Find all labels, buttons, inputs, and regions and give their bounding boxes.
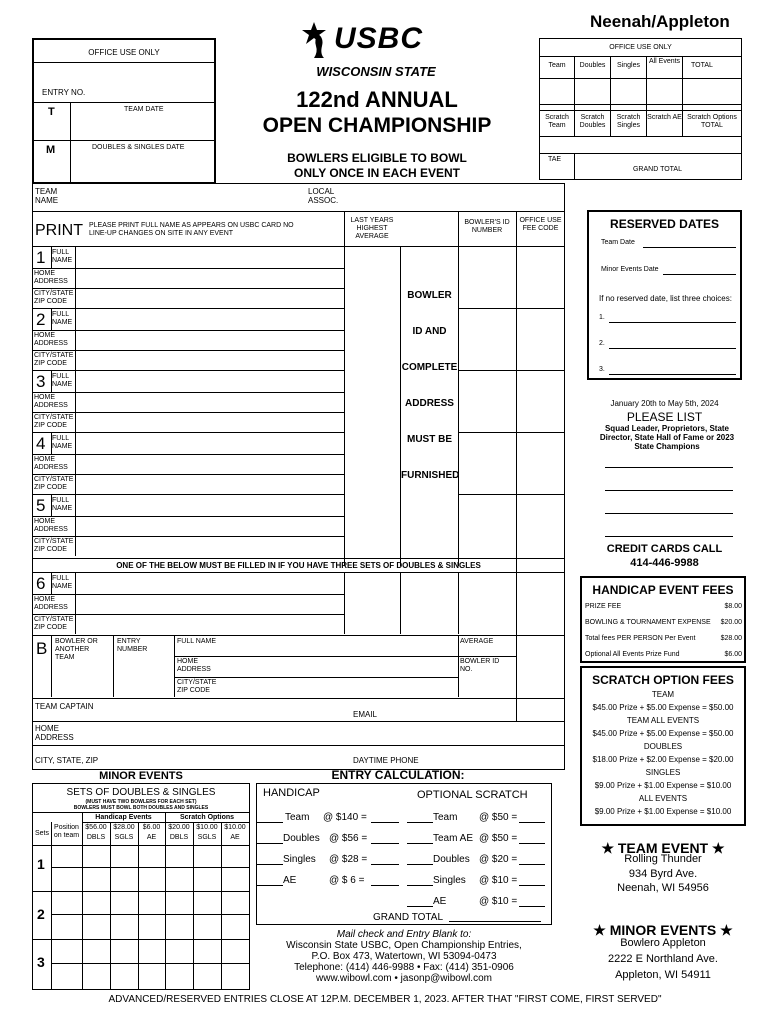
calc-right-price: @ $20 = xyxy=(479,854,518,865)
email-label: EMAIL xyxy=(353,710,378,719)
bowler-number: 2 xyxy=(36,310,46,329)
scratch-line: ALL EVENTS xyxy=(638,794,688,803)
home-address-label: HOME ADDRESS xyxy=(34,518,68,533)
home-address-label: HOME ADDRESS xyxy=(34,456,68,471)
calc-left-price: @ $56 = xyxy=(329,833,368,844)
position-col-header: Position on team xyxy=(53,824,80,839)
local-assoc-label: LOCAL ASSOC. xyxy=(308,187,339,205)
fee-value: $6.00 xyxy=(724,651,742,658)
bowler-number: 6 xyxy=(36,574,46,593)
office-use-left xyxy=(32,38,216,184)
team-event-line: Neenah, WI 54956 xyxy=(617,882,709,894)
calc-right-price: @ $10 = xyxy=(479,896,518,907)
entry-number-label: ENTRY NUMBER xyxy=(117,638,148,653)
scratch-line: $18.00 Prize + $2.00 Expense = $20.00 xyxy=(592,755,734,764)
scratch-line: TEAM ALL EVENTS xyxy=(626,716,700,725)
date-range: January 20th to May 5th, 2024 xyxy=(610,399,719,408)
office-scratch-singles: Scratch Singles xyxy=(616,114,641,129)
calc-optional-header: OPTIONAL SCRATCH xyxy=(417,789,528,801)
choice-2: 2. xyxy=(599,340,605,347)
calc-right-label: Singles xyxy=(433,875,466,886)
col-label: SGLS xyxy=(197,834,217,841)
full-name-b-label: FULL NAME xyxy=(177,638,217,645)
must-bowl-note: BOWLERS MUST BOWL BOTH DOUBLES AND SINGLES xyxy=(73,805,209,811)
bowler-id-label: BOWLER'S ID NUMBER xyxy=(464,219,510,234)
minor-events-loc-line: Appleton, WI 54911 xyxy=(615,969,711,981)
entry-no-label: ENTRY NO. xyxy=(42,88,86,97)
fee-value: $20.00 xyxy=(720,619,742,626)
handicap-events-header: Handicap Events xyxy=(95,814,152,821)
bowler-number: 4 xyxy=(36,434,46,453)
handicap-fees-box xyxy=(580,576,746,663)
full-name-label: FULL NAME xyxy=(52,435,73,450)
mid-word-4: ADDRESS xyxy=(405,398,454,409)
calc-handicap-header: HANDICAP xyxy=(263,787,320,799)
set-number: 1 xyxy=(37,856,45,872)
city-state-b-label: CITY/STATE ZIP CODE xyxy=(177,679,217,694)
bowler-number: 1 xyxy=(36,248,46,267)
home-address-label: HOME ADDRESS xyxy=(34,596,68,611)
mid-word-3: COMPLETE xyxy=(401,362,458,373)
sets-title: SETS OF DOUBLES & SINGLES xyxy=(66,787,216,798)
office-grand-total: GRAND TOTAL xyxy=(632,166,682,173)
home-address-b-label: HOME ADDRESS xyxy=(177,658,211,673)
col-label: DBLS xyxy=(169,834,189,841)
scratch-line: DOUBLES xyxy=(643,742,683,751)
office-scratch-options-total: Scratch Options TOTAL xyxy=(687,114,737,129)
state-name: WISCONSIN STATE xyxy=(316,64,436,79)
scratch-options-header: Scratch Options xyxy=(179,814,235,821)
minor-events-loc-line: 2222 E Northland Ave. xyxy=(608,953,718,965)
calc-left-price: @ $ 6 = xyxy=(329,875,365,886)
choice-1: 1. xyxy=(599,314,605,321)
home-address-label: HOME ADDRESS xyxy=(34,394,68,409)
col-label: DBLS xyxy=(86,834,106,841)
credit-cards-call: CREDIT CARDS CALL xyxy=(606,543,723,555)
please-list-detail: Squad Leader, Proprietors, State Director, State Hall of Fame or 2023 State Champions xyxy=(599,424,735,451)
eligible-line2: ONLY ONCE IN EACH EVENT xyxy=(293,166,461,180)
mail-line2: Wisconsin State USBC, Open Championship Entries, xyxy=(286,940,522,951)
full-name-label: FULL NAME xyxy=(52,373,73,388)
calc-left-label: Team xyxy=(285,812,310,823)
minor-events-table xyxy=(32,783,250,990)
reserved-if-no: If no reserved date, list three choices: xyxy=(599,294,732,303)
bowler-number: 5 xyxy=(36,496,46,515)
fee-label: Optional All Events Prize Fund xyxy=(585,651,680,658)
home-address-captain-label: HOME ADDRESS xyxy=(35,724,74,742)
city-state-zip-label: CITY, STATE, ZIP xyxy=(35,756,99,765)
team-event-line: Rolling Thunder xyxy=(624,853,702,865)
team-captain-label: TEAM CAPTAIN xyxy=(35,702,94,711)
office-total: TOTAL xyxy=(691,62,713,69)
calc-left-label: Singles xyxy=(283,854,316,865)
team-event-line: 934 Byrd Ave. xyxy=(628,868,698,880)
bowler-number: 3 xyxy=(36,372,46,391)
fee-value: $8.00 xyxy=(724,603,742,610)
scratch-line: $45.00 Prize + $5.00 Expense = $50.00 xyxy=(592,729,734,738)
bowler-or-label: BOWLER OR ANOTHER TEAM xyxy=(55,638,98,661)
city-state-label: CITY/STATE ZIP CODE xyxy=(34,616,74,631)
mail-line5: www.wibowl.com • jasonp@wibowl.com xyxy=(316,973,492,984)
fee-label: BOWLING & TOURNAMENT EXPENSE xyxy=(585,619,711,626)
bowler-id-no-label: BOWLER ID NO. xyxy=(460,658,500,673)
minor-events-title: MINOR EVENTS xyxy=(99,770,183,782)
title-line2: OPEN CHAMPIONSHIP xyxy=(262,114,492,137)
team-name-label: TEAM NAME xyxy=(35,187,59,205)
b-label: B xyxy=(36,639,48,658)
calc-right-label: Team AE xyxy=(433,833,474,844)
city-state-label: CITY/STATE ZIP CODE xyxy=(34,414,74,429)
mid-word-2: ID AND xyxy=(412,326,447,337)
usbc-logo-text: USBC xyxy=(334,22,424,55)
last-years-label: LAST YEARS HIGHEST AVERAGE xyxy=(350,217,394,240)
office-doubles: Doubles xyxy=(579,62,606,69)
mail-line3: P.O. Box 473, Watertown, WI 53094-0473 xyxy=(311,951,497,962)
set-number: 3 xyxy=(37,954,45,970)
title-line1: 122nd ANNUAL xyxy=(296,87,458,112)
calc-left-price: @ $140 = xyxy=(323,812,367,823)
full-name-label: FULL NAME xyxy=(52,497,73,512)
office-right-title: OFFICE USE ONLY xyxy=(609,44,672,51)
scratch-fees-title: SCRATCH OPTION FEES xyxy=(592,673,734,687)
calc-right-price: @ $10 = xyxy=(479,875,518,886)
choice-3: 3. xyxy=(599,366,605,373)
col-price: $10.00 xyxy=(224,824,246,831)
col-label: SGLS xyxy=(114,834,134,841)
office-singles: Singles xyxy=(617,62,640,69)
usbc-logo xyxy=(300,20,460,60)
col-price: $20.00 xyxy=(168,824,190,831)
calc-right-label: Team xyxy=(433,812,458,823)
print-label: PRINT xyxy=(35,222,83,239)
entry-calc-title: ENTRY CALCULATION: xyxy=(331,768,465,782)
calc-right-price: @ $50 = xyxy=(479,812,518,823)
mid-word-1: BOWLER xyxy=(407,290,452,301)
reserved-minor-date: Minor Events Date xyxy=(601,266,659,273)
calc-right-price: @ $50 = xyxy=(479,833,518,844)
team-date-label: TEAM DATE xyxy=(124,106,164,113)
print-note: PLEASE PRINT FULL NAME AS APPEARS ON USBC CARD NO LINE-UP CHANGES ON SITE IN ANY EVENT xyxy=(89,222,294,237)
calc-grand-total: GRAND TOTAL xyxy=(373,912,444,923)
fee-label: PRIZE FEE xyxy=(585,603,622,610)
office-team: Team xyxy=(548,62,566,69)
footer-note: ADVANCED/RESERVED ENTRIES CLOSE AT 12P.M. DECEMBER 1, 2023. AFTER THAT "FIRST COME, FIRST SERVED" xyxy=(108,994,662,1005)
home-address-label: HOME ADDRESS xyxy=(34,332,68,347)
col-label: AE xyxy=(146,834,157,841)
team-event-title: ★ TEAM EVENT ★ xyxy=(601,840,725,856)
city-state-label: CITY/STATE ZIP CODE xyxy=(34,290,74,305)
m-label: M xyxy=(46,144,56,156)
city-state-label: CITY/STATE ZIP CODE xyxy=(34,352,74,367)
calc-left-price: @ $28 = xyxy=(329,854,368,865)
t-label: T xyxy=(48,106,55,118)
home-address-label: HOME ADDRESS xyxy=(34,270,68,285)
minor-events-loc-title: ★ MINOR EVENTS ★ xyxy=(593,922,733,938)
ds-date-label: DOUBLES & SINGLES DATE xyxy=(92,144,185,151)
sets-col-header: Sets xyxy=(34,830,49,837)
reserved-team-date: Team Date xyxy=(601,239,635,246)
scratch-line: $9.00 Prize + $1.00 Expense = $10.00 xyxy=(594,781,732,790)
office-scratch-doubles: Scratch Doubles xyxy=(579,114,606,129)
fee-value: $28.00 xyxy=(720,635,742,642)
office-all-events: All Events xyxy=(648,58,681,65)
calc-left-label: AE xyxy=(283,875,297,886)
full-name-label: FULL NAME xyxy=(52,575,73,590)
credit-phone: 414-446-9988 xyxy=(630,557,699,569)
calc-right-label: AE xyxy=(433,896,447,907)
entry-calc-box xyxy=(256,783,552,925)
col-label: AE xyxy=(230,834,240,841)
office-scratch-ae: Scratch AE xyxy=(647,114,682,121)
full-name-label: FULL NAME xyxy=(52,249,73,264)
mid-word-5: MUST BE xyxy=(407,434,452,445)
office-title: OFFICE USE ONLY xyxy=(88,48,160,57)
scratch-line: $45.00 Prize + $5.00 Expense = $50.00 xyxy=(592,703,734,712)
region-title: Neenah/Appleton xyxy=(590,12,730,31)
col-price: $56.00 xyxy=(85,824,107,831)
col-price: $28.00 xyxy=(113,824,135,831)
calc-left-label: Doubles xyxy=(283,833,320,844)
office-tae: TAE xyxy=(548,156,562,163)
set-number: 2 xyxy=(37,906,45,922)
office-use-right xyxy=(539,38,742,180)
calc-right-label: Doubles xyxy=(433,854,470,865)
minor-events-loc-line: Bowlero Appleton xyxy=(620,937,706,949)
office-fee-label: OFFICE USE FEE CODE xyxy=(519,217,562,232)
handicap-fees-title: HANDICAP EVENT FEES xyxy=(592,583,734,597)
fee-label: Total fees PER PERSON Per Event xyxy=(585,635,696,642)
average-label: AVERAGE xyxy=(460,638,494,645)
one-below-note: ONE OF THE BELOW MUST BE FILLED IN IF YOU HAVE THREE SETS OF DOUBLES & SINGLES xyxy=(116,561,481,570)
please-list: PLEASE LIST xyxy=(626,410,703,424)
eligible-line1: BOWLERS ELIGIBLE TO BOWL xyxy=(287,151,467,165)
mail-line1: Mail check and Entry Blank to: xyxy=(336,929,472,940)
scratch-line: TEAM xyxy=(651,690,675,699)
scratch-fees-box xyxy=(580,666,746,826)
full-name-label: FULL NAME xyxy=(52,311,73,326)
must-have-note: (MUST HAVE TWO BOWLERS FOR EACH SET) xyxy=(85,799,197,805)
reserved-title: RESERVED DATES xyxy=(610,217,719,231)
mail-line4: Telephone: (414) 446-9988 • Fax: (414) 351-0906 xyxy=(294,962,514,973)
entry-form xyxy=(32,183,565,770)
daytime-phone-label: DAYTIME PHONE xyxy=(353,756,419,765)
city-state-label: CITY/STATE ZIP CODE xyxy=(34,538,74,553)
mid-word-6: FURNISHED xyxy=(401,470,460,481)
city-state-label: CITY/STATE ZIP CODE xyxy=(34,476,74,491)
scratch-line: SINGLES xyxy=(645,768,681,777)
office-scratch-team: Scratch Team xyxy=(545,114,569,129)
scratch-line: $9.00 Prize + $1.00 Expense = $10.00 xyxy=(594,807,732,816)
col-price: $6.00 xyxy=(142,824,161,831)
col-price: $10.00 xyxy=(196,824,218,831)
reserved-dates-box xyxy=(587,210,742,380)
